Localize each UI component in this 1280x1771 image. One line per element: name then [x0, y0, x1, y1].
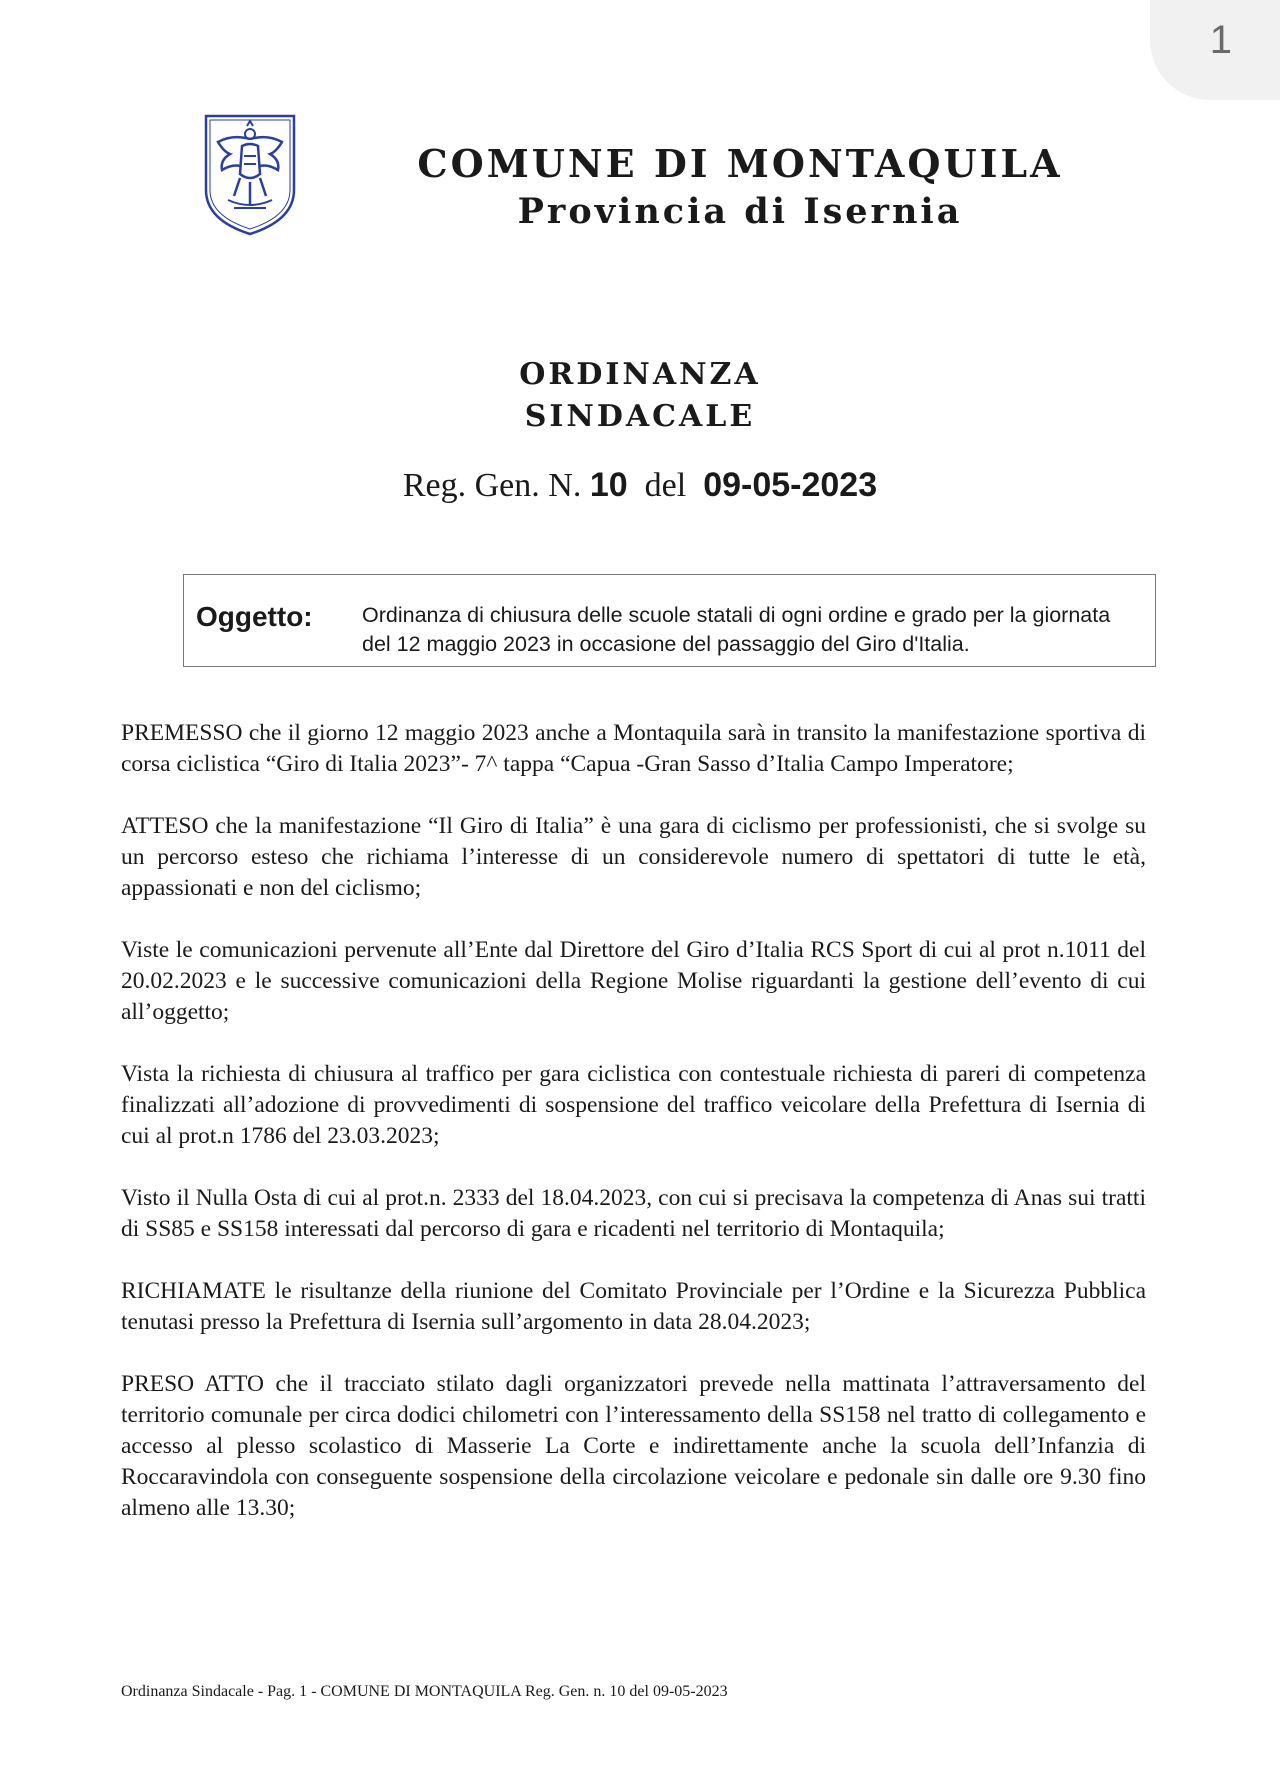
- paragraph-premesso: PREMESSO che il giorno 12 maggio 2023 anche a Montaquila sarà in transito la manifestazione sportiva di corsa ciclistica “Giro di Italia 2023”- 7^ tappa “Capua -Gran Sasso d’Italia Campo Imperatore;: [121, 720, 1146, 777]
- registration-number: 10: [589, 466, 628, 504]
- eagle-crest-icon: [200, 112, 300, 238]
- paragraph-visto: Visto il Nulla Osta di cui al prot.n. 2333 del 18.04.2023, con cui si precisava la competenza di Anas sui tratti di SS85 e SS158 interessati dal percorso di gara e ricadenti nel territorio di Montaquila;: [121, 1185, 1146, 1242]
- municipality-header: [300, 140, 1180, 236]
- paragraph-atteso: ATTESO che la manifestazione “Il Giro di Italia” è una gara di ciclismo per professionisti, che si svolge su un percorso esteso che richiama l’interesse di un considerevole numero di spettatori di tutte le età, appassionati e non del ciclismo;: [121, 813, 1146, 901]
- registration-date: 09-05-2023: [703, 466, 878, 504]
- registration-del: del: [644, 467, 687, 504]
- document-type: [440, 354, 840, 438]
- document-type-line1: ORDINANZA: [519, 357, 761, 392]
- registration-line: [0, 466, 1280, 505]
- municipality-name: COMUNE DI MONTAQUILA: [417, 141, 1063, 186]
- province-name: Provincia di Isernia: [517, 191, 963, 232]
- paragraph-richiamate: RICHIAMATE le risultanze della riunione del Comitato Provinciale per l’Ordine e la Sicurezza Pubblica tenutasi presso la Prefettura di Isernia sull’argomento in data 28.04.2023;: [121, 1278, 1146, 1335]
- page-number-badge: [1150, 0, 1280, 100]
- subject-text: Ordinanza di chiusura delle scuole statali di ogni ordine e grado per la giornata del 12 maggio 2023 in occasione del passaggio del Giro d'Italia.: [362, 603, 1111, 656]
- registration-prefix: Reg. Gen. N.: [402, 467, 582, 504]
- subject-label: Oggetto:: [196, 601, 313, 632]
- page-number: 1: [1209, 18, 1232, 62]
- paragraph-preso-atto: PRESO ATTO che il tracciato stilato dagli organizzatori prevede nella mattinata l’attraversamento del territorio comunale per circa dodici chilometri con l’interessamento della SS158 nel tratto di collegamento e accesso al plesso scolastico di Masserie La Corte e indirettamente anche la scuola dell’Infanzia di Roccaravindola con conseguente sospensione della circolazione veicolare e pedonale sin dalle ore 9.30 fino almeno alle 13.30;: [121, 1371, 1146, 1521]
- subject-box: [183, 574, 1156, 667]
- document-type-line2: SINDACALE: [524, 399, 756, 434]
- paragraph-vista: Vista la richiesta di chiusura al traffico per gara ciclistica con contestuale richiesta di pareri di competenza finalizzati all’adozione di provvedimenti di sospensione del traffico veicolare della Prefettura di Isernia di cui al prot.n 1786 del 23.03.2023;: [121, 1061, 1146, 1149]
- paragraph-viste: Viste le comunicazioni pervenute all’Ente dal Direttore del Giro d’Italia RCS Sport di cui al prot n.1011 del 20.02.2023 e le successive comunicazioni della Regione Molise riguardanti la gestione dell’evento di cui all’oggetto;: [121, 937, 1146, 1025]
- document-body: [121, 718, 1146, 1555]
- page-footer: Ordinanza Sindacale - Pag. 1 - COMUNE DI MONTAQUILA Reg. Gen. n. 10 del 09-05-2023: [121, 1683, 728, 1700]
